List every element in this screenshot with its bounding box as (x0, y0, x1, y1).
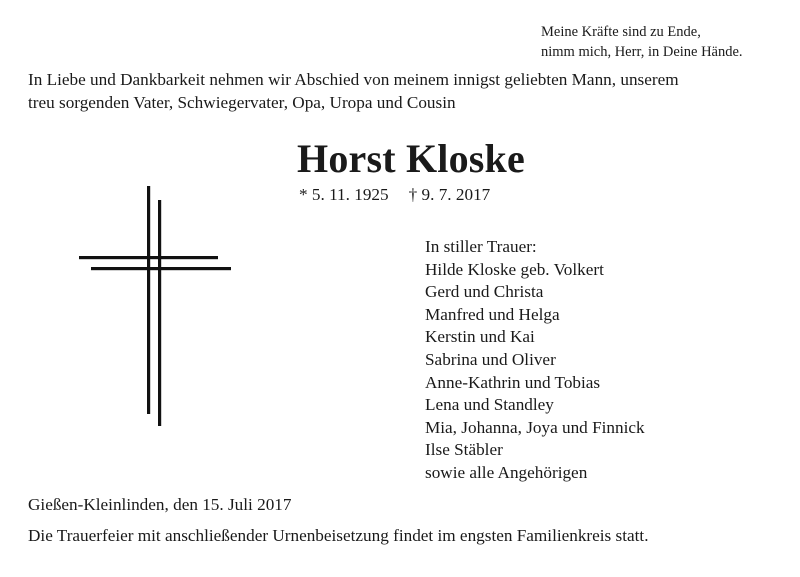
mourner-item: Sabrina und Oliver (425, 349, 556, 369)
cross-horizontal-bar-top (79, 256, 218, 259)
intro-text (28, 68, 679, 114)
mourner-item: Anne-Kathrin und Tobias (425, 372, 601, 392)
mourner-item: Hilde Kloske geb. Volkert (425, 259, 604, 279)
mourner-item: Kerstin und Kai (425, 327, 535, 347)
birth-date: * 5. 11. 1925 (299, 185, 389, 204)
motto-verse (541, 22, 743, 62)
mourner-item: Lena und Standley (425, 395, 554, 415)
motto-line-1: Meine Kräfte sind zu Ende, (541, 24, 701, 40)
deceased-name: Horst Kloske (297, 136, 525, 181)
mourner-item: sowie alle Angehörigen (425, 462, 588, 482)
mourner-item: Mia, Johanna, Joya und Finnick (425, 417, 645, 437)
motto-line-2: nimm mich, Herr, in Deine Hände. (541, 44, 743, 60)
mourners-list (425, 236, 645, 485)
death-date: † 9. 7. 2017 (408, 185, 491, 204)
cross-vertical-bar-left (147, 186, 150, 414)
intro-line-2: treu sorgenden Vater, Schwiegervater, Opa, Uropa und Cousin (28, 93, 456, 112)
mourner-item: Manfred und Helga (425, 304, 560, 324)
life-dates (299, 184, 490, 206)
mourner-item: Gerd und Christa (425, 282, 544, 302)
intro-line-1: In Liebe und Dankbarkeit nehmen wir Abschied von meinem innigst geliebten Mann, unserem (28, 70, 679, 89)
cross-vertical-bar-right (158, 200, 161, 426)
mourner-item: Ilse Stäbler (425, 440, 503, 460)
place-and-date: Gießen-Kleinlinden, den 15. Juli 2017 (28, 495, 292, 514)
mourners-heading: In stiller Trauer: (425, 237, 537, 256)
ceremony-notice: Die Trauerfeier mit anschließender Urnenbeisetzung findet im engsten Familienkreis statt. (28, 526, 649, 545)
cross-horizontal-bar-bottom (91, 267, 231, 270)
